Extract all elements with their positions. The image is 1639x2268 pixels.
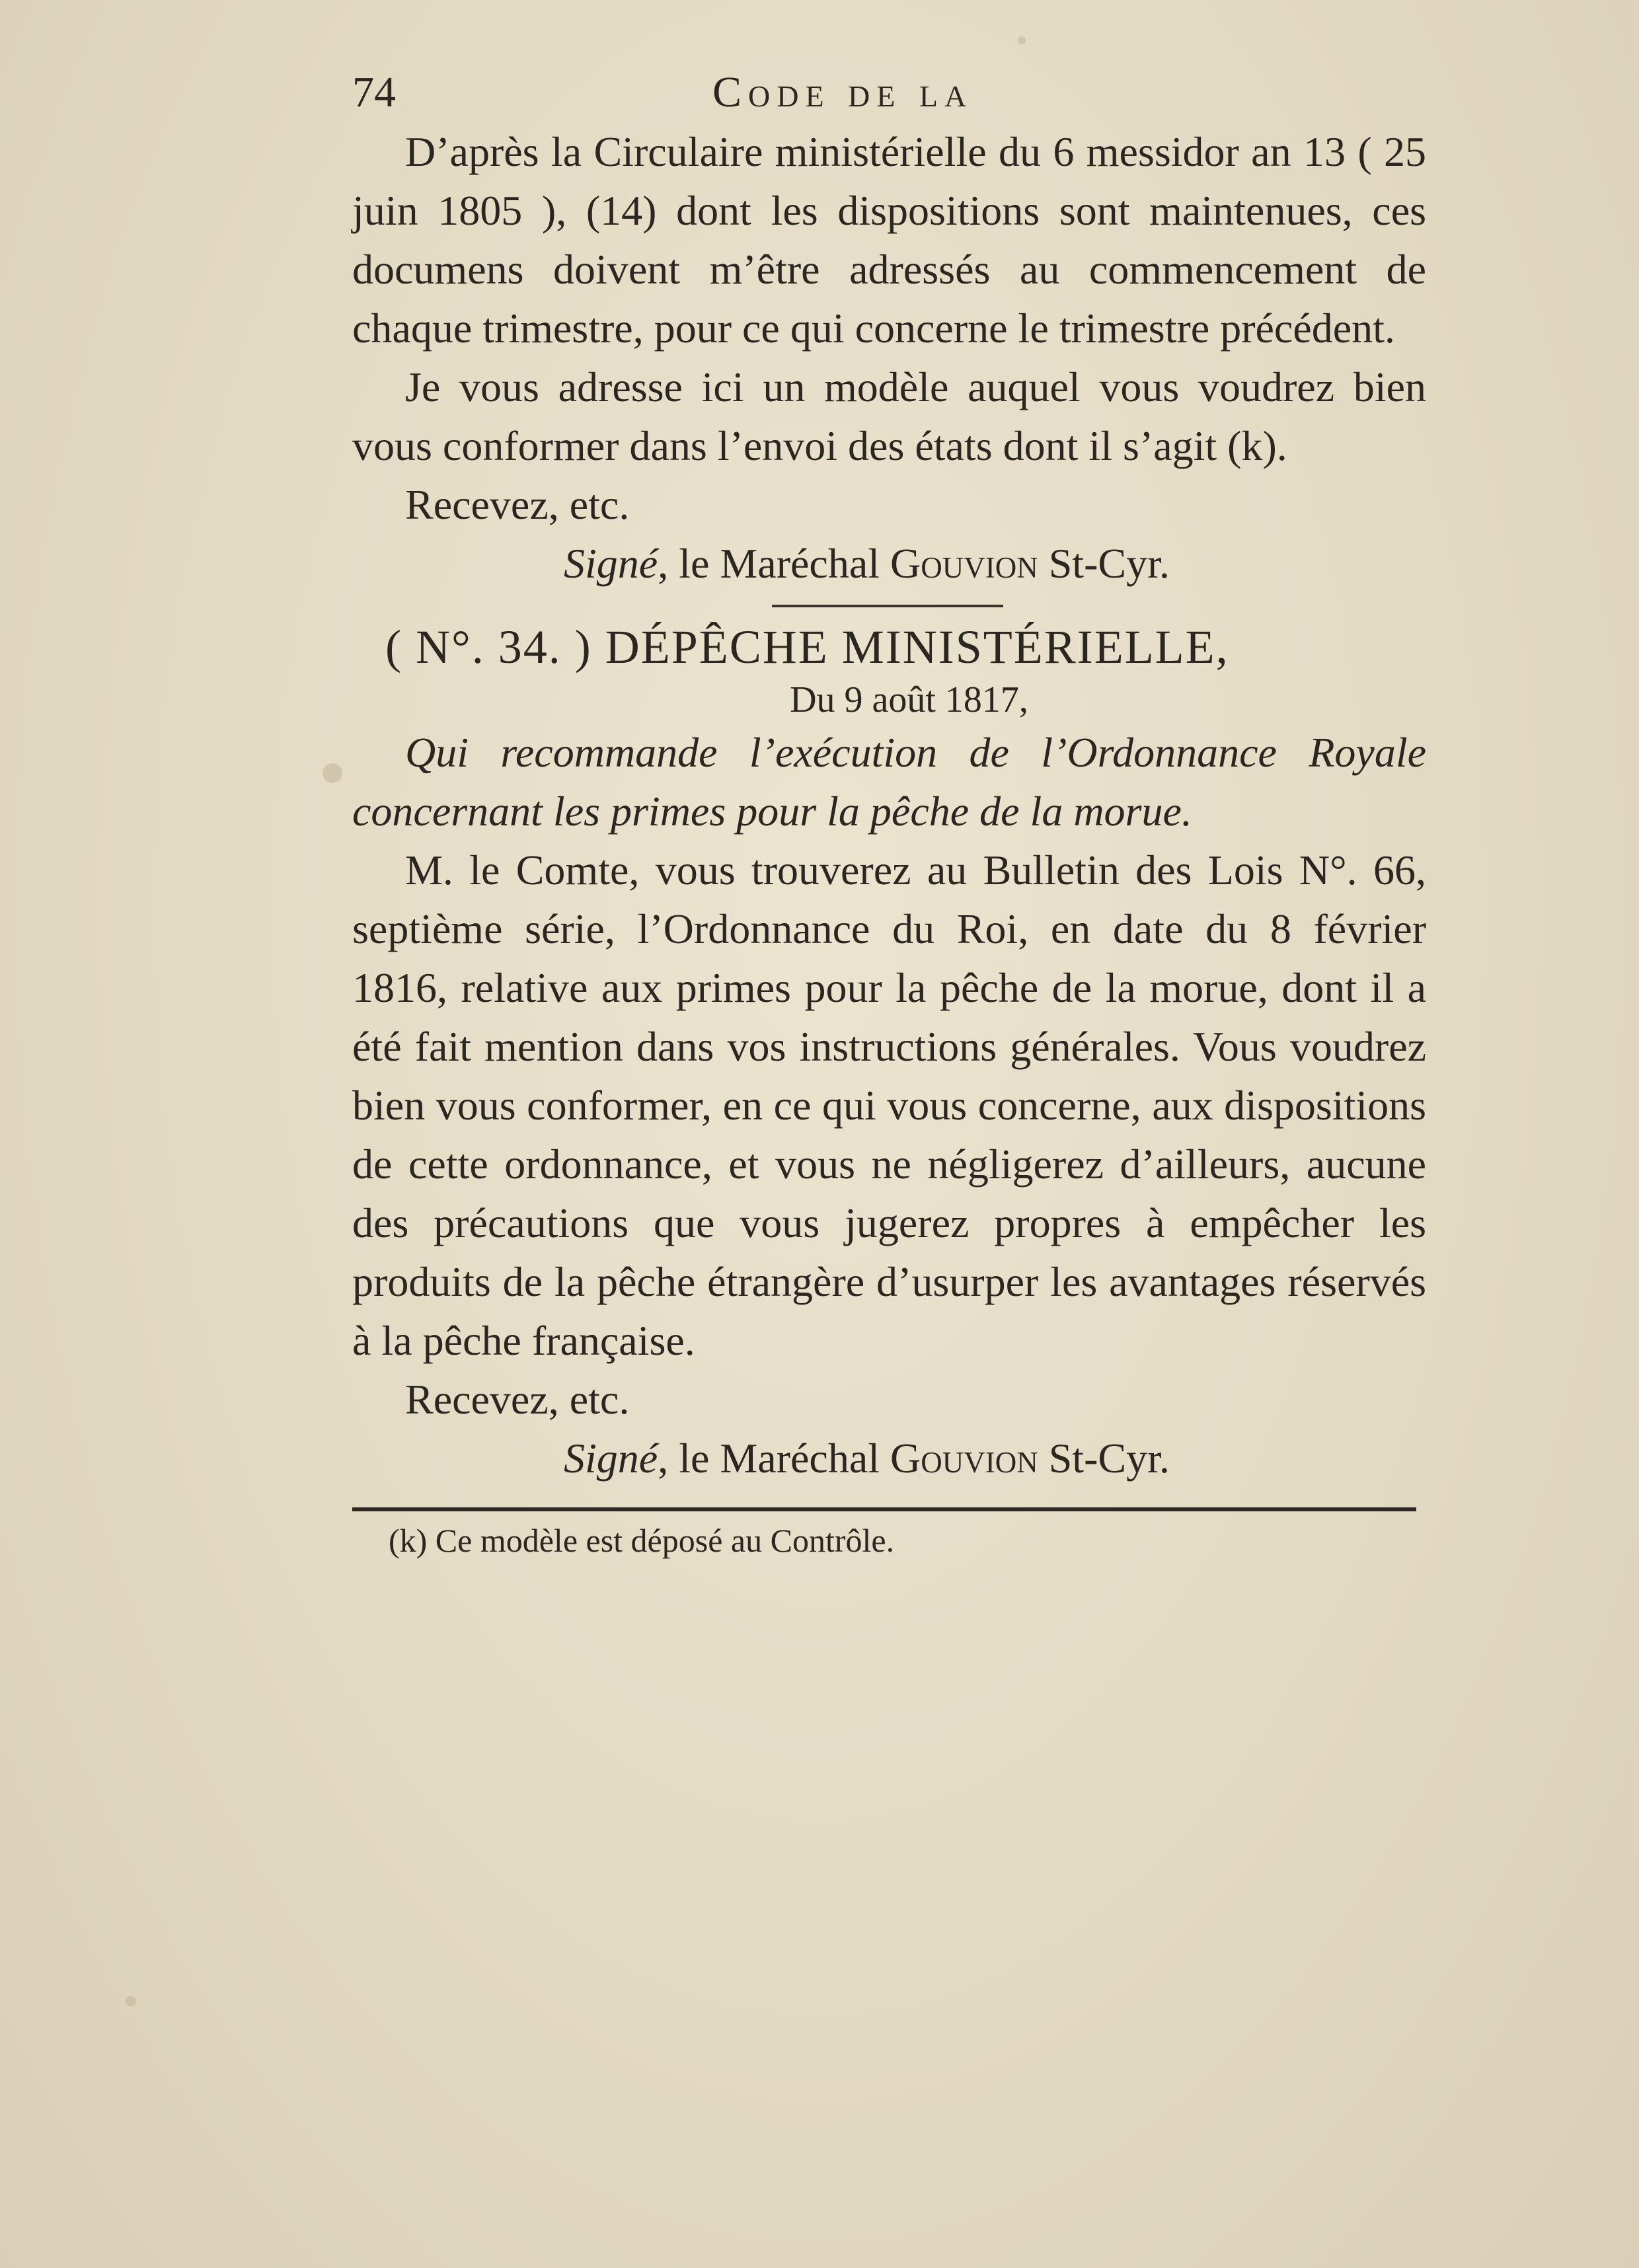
paragraph-modele: Je vous adresse ici un modèle auquel vous voudrez bien vous conformer dans l’envoi des états dont il s’agit (k). (352, 363, 1426, 469)
paper-speck (126, 1996, 136, 2006)
signature-1-middle: , le Maréchal (658, 540, 890, 587)
signature-2-prefix: Signé (564, 1435, 658, 1482)
footnote: (k) Ce modèle est déposé au Contrôle. (389, 1522, 895, 1559)
paragraph-circulaire: D’après la Circulaire ministérielle du 6 messidor an 13 ( 25 juin 1805 ), (14) dont les dispositions sont maintenues, ces documens doivent m’être adressés au commencement de chaque trimestre, pour ce qui concerne le trimestre précédent. (352, 128, 1426, 352)
section-divider (772, 605, 1003, 607)
ink-spot (323, 763, 342, 783)
signature-2-suffix: St-Cyr. (1038, 1435, 1170, 1482)
running-title: Code de la (712, 68, 973, 116)
signature-2-name: Gouvion (890, 1435, 1038, 1482)
text-column (352, 63, 1426, 1562)
signature-1-suffix: St-Cyr. (1038, 540, 1170, 587)
signature-2-middle: , le Maréchal (658, 1435, 890, 1482)
dispatch-summary: Qui recommande l’exécution de l’Ordonnance Royale concernant les primes pour la pêche de la morue. (352, 729, 1426, 835)
signature-2 (352, 1429, 1426, 1488)
dispatch-date: Du 9 août 1817, (790, 679, 1028, 720)
closing-formula: Recevez, etc. (405, 481, 630, 528)
dispatch-heading: ( N°. 34. ) DÉPÊCHE MINISTÉRIELLE, (385, 621, 1229, 673)
signature-1-prefix: Signé (564, 540, 658, 587)
dispatch-body: M. le Comte, vous trouverez au Bulletin des Lois N°. 66, septième série, l’Ordonnance du Roi, en date du 8 février 1816, relative aux primes pour la pêche de la morue, dont il a été fait mention dans vos instructions générales. Vous voudrez bien vous conformer, en ce qui vous concerne, aux dispositions de cette ordonnance, et vous ne négligerez d’ailleurs, aucune des précautions que vous jugerez propres à empêcher les produits de la pêche étrangère d’usurper les avantages réservés à la pêche française. (352, 847, 1426, 1364)
running-head (352, 63, 1426, 122)
footnote-rule (352, 1507, 1416, 1511)
signature-1-name: Gouvion (890, 540, 1038, 587)
page-number: 74 (352, 68, 396, 116)
dispatch-closing: Recevez, etc. (405, 1376, 630, 1423)
signature-1 (352, 534, 1426, 593)
paper-speck (1018, 36, 1026, 44)
